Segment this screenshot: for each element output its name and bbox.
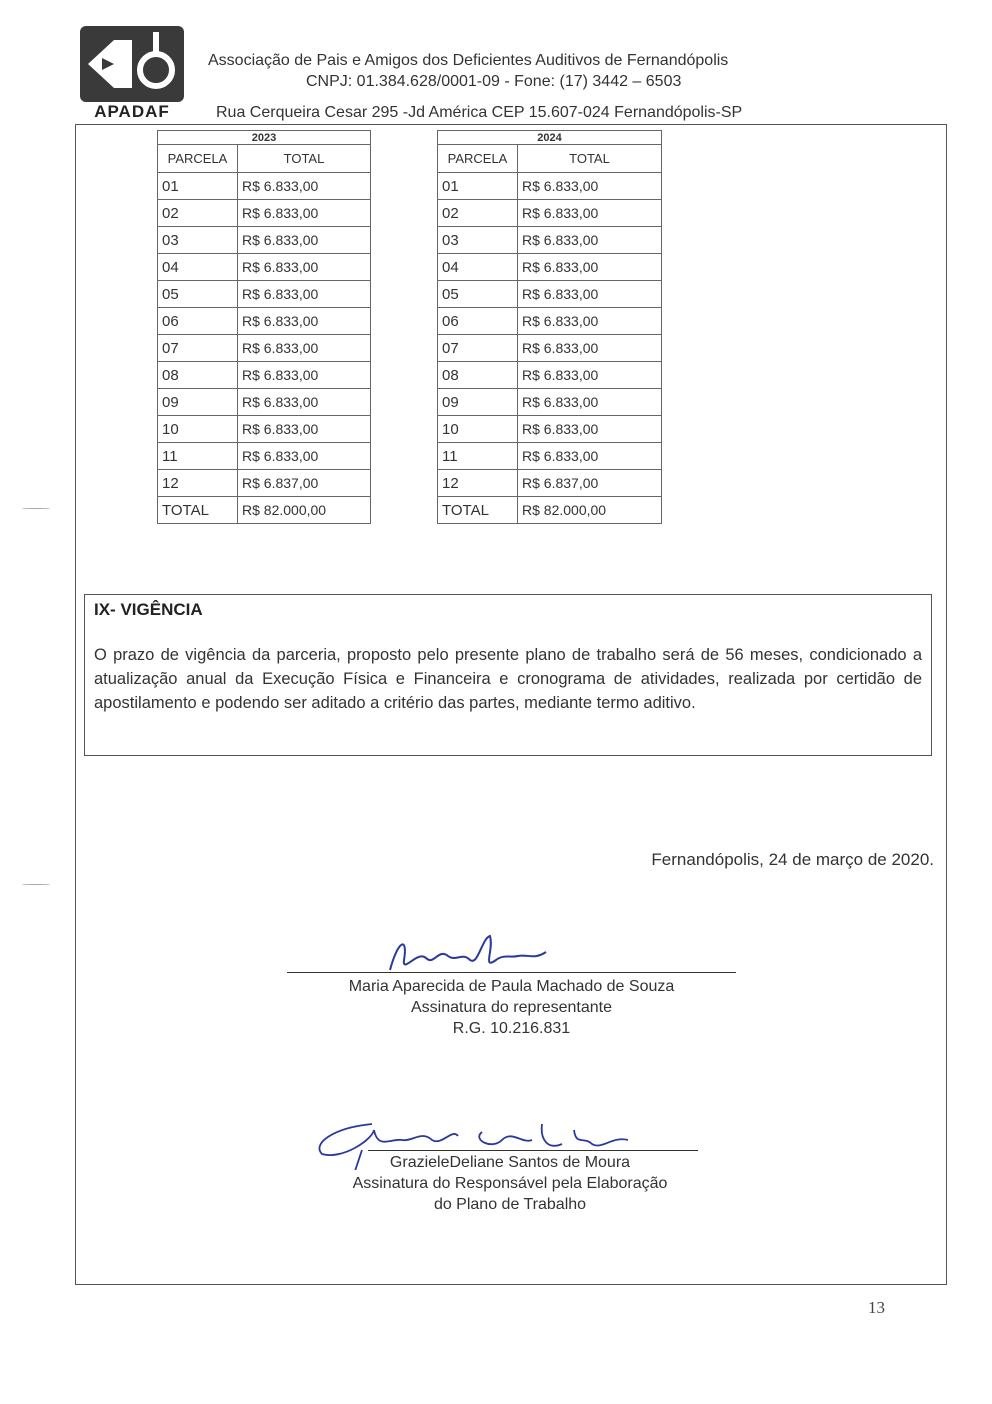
parcela-cell: 12 <box>158 470 238 497</box>
parcela-cell: 11 <box>158 443 238 470</box>
table-row <box>438 281 662 308</box>
table-row <box>158 470 371 497</box>
signature-line-1 <box>287 972 736 973</box>
table-row <box>438 443 662 470</box>
page-number: 13 <box>868 1298 885 1317</box>
parcela-cell: 05 <box>158 281 238 308</box>
table-row <box>158 443 371 470</box>
parcela-cell: 02 <box>438 200 518 227</box>
total-cell: R$ 6.833,00 <box>238 362 371 389</box>
parcela-cell: 11 <box>438 443 518 470</box>
table-row <box>158 254 371 281</box>
total-cell: R$ 6.833,00 <box>518 443 662 470</box>
parcela-cell: 04 <box>438 254 518 281</box>
parcela-cell: 06 <box>438 308 518 335</box>
signer-2-name: GrazieleDeliane Santos de Moura <box>389 1154 631 1171</box>
table-row <box>158 335 371 362</box>
total-cell: R$ 6.833,00 <box>238 200 371 227</box>
logo-wordmark: APADAF <box>94 102 170 121</box>
parcela-cell: 03 <box>438 227 518 254</box>
ear-logo-icon <box>80 26 184 102</box>
total-cell: R$ 6.833,00 <box>518 362 662 389</box>
place-and-date: Fernandópolis, 24 de março de 2020. <box>651 850 934 869</box>
table-total-row <box>438 497 662 524</box>
total-cell: R$ 6.833,00 <box>518 389 662 416</box>
parcela-cell: 09 <box>438 389 518 416</box>
table-row <box>158 308 371 335</box>
total-cell: R$ 6.833,00 <box>518 227 662 254</box>
organization-address: Rua Cerqueira Cesar 295 -Jd América CEP 15.607-024 Fernandópolis-SP <box>216 104 743 121</box>
total-cell: R$ 6.833,00 <box>518 254 662 281</box>
table-year: 2024 <box>438 131 662 145</box>
parcela-cell: 04 <box>158 254 238 281</box>
table-row <box>438 416 662 443</box>
table-row <box>158 389 371 416</box>
total-cell: R$ 6.833,00 <box>518 281 662 308</box>
parcela-cell: 08 <box>158 362 238 389</box>
parcela-cell: 05 <box>438 281 518 308</box>
table-row <box>158 173 371 200</box>
scan-margin-mark <box>22 508 50 509</box>
total-label-cell: TOTAL <box>158 497 238 524</box>
total-cell: R$ 6.833,00 <box>518 173 662 200</box>
total-cell: R$ 6.833,00 <box>238 416 371 443</box>
column-header-total: TOTAL <box>238 145 371 173</box>
parcela-cell: 01 <box>158 173 238 200</box>
total-cell: R$ 6.833,00 <box>238 389 371 416</box>
total-value-cell: R$ 82.000,00 <box>238 497 371 524</box>
parcela-cell: 06 <box>158 308 238 335</box>
table-row <box>438 200 662 227</box>
installments-table-2024 <box>437 130 662 524</box>
vigencia-paragraph: O prazo de vigência da parceria, proposto pelo presente plano de trabalho será de 56 meses, condicionado a atualização anual da Execução Física e Financeira e cronograma de atividades, realizada por certidão de apostilamento e podendo ser aditado a critério das partes, mediante termo aditivo. <box>94 646 922 712</box>
table-row <box>438 389 662 416</box>
table-row <box>158 362 371 389</box>
table-row <box>158 416 371 443</box>
signer-2-role-continued: do Plano de Trabalho <box>433 1196 587 1213</box>
parcela-cell: 09 <box>158 389 238 416</box>
total-value-cell: R$ 82.000,00 <box>518 497 662 524</box>
signer-1-rg: R.G. 10.216.831 <box>452 1020 571 1037</box>
total-cell: R$ 6.833,00 <box>238 281 371 308</box>
parcela-cell: 12 <box>438 470 518 497</box>
table-total-row <box>158 497 371 524</box>
total-cell: R$ 6.837,00 <box>238 470 371 497</box>
total-label-cell: TOTAL <box>438 497 518 524</box>
total-cell: R$ 6.833,00 <box>238 254 371 281</box>
table-row <box>158 200 371 227</box>
organization-name: Associação de Pais e Amigos dos Deficientes Auditivos de Fernandópolis <box>208 52 729 69</box>
scan-margin-mark <box>22 884 50 885</box>
signature-line-2 <box>368 1150 698 1151</box>
total-cell: R$ 6.833,00 <box>238 308 371 335</box>
total-cell: R$ 6.833,00 <box>518 416 662 443</box>
table-row <box>438 470 662 497</box>
organization-cnpj: CNPJ: 01.384.628/0001-09 - Fone: (17) 3442 – 6503 <box>306 73 682 90</box>
installments-table-2023 <box>157 130 371 524</box>
table-row <box>438 254 662 281</box>
parcela-cell: 01 <box>438 173 518 200</box>
parcela-cell: 10 <box>158 416 238 443</box>
parcela-cell: 08 <box>438 362 518 389</box>
column-header-parcela: PARCELA <box>438 145 518 173</box>
total-cell: R$ 6.833,00 <box>518 200 662 227</box>
table-row <box>438 227 662 254</box>
parcela-cell: 07 <box>158 335 238 362</box>
section-title: IX- VIGÊNCIA <box>94 600 203 619</box>
total-cell: R$ 6.833,00 <box>238 443 371 470</box>
table-row <box>438 173 662 200</box>
total-cell: R$ 6.833,00 <box>238 227 371 254</box>
total-cell: R$ 6.833,00 <box>238 173 371 200</box>
total-cell: R$ 6.837,00 <box>518 470 662 497</box>
total-cell: R$ 6.833,00 <box>518 308 662 335</box>
apadaf-logo <box>80 26 184 102</box>
column-header-parcela: PARCELA <box>158 145 238 173</box>
table-row <box>438 308 662 335</box>
signer-1-role: Assinatura do representante <box>410 999 612 1016</box>
signer-2-role: Assinatura do Responsável pela Elaboração <box>352 1175 668 1192</box>
total-cell: R$ 6.833,00 <box>518 335 662 362</box>
parcela-cell: 07 <box>438 335 518 362</box>
table-row <box>438 362 662 389</box>
table-row <box>438 335 662 362</box>
total-cell: R$ 6.833,00 <box>238 335 371 362</box>
table-row <box>158 281 371 308</box>
table-year: 2023 <box>158 131 371 145</box>
signer-1-name: Maria Aparecida de Paula Machado de Souza <box>348 978 675 995</box>
parcela-cell: 02 <box>158 200 238 227</box>
parcela-cell: 03 <box>158 227 238 254</box>
parcela-cell: 10 <box>438 416 518 443</box>
column-header-total: TOTAL <box>518 145 662 173</box>
table-row <box>158 227 371 254</box>
